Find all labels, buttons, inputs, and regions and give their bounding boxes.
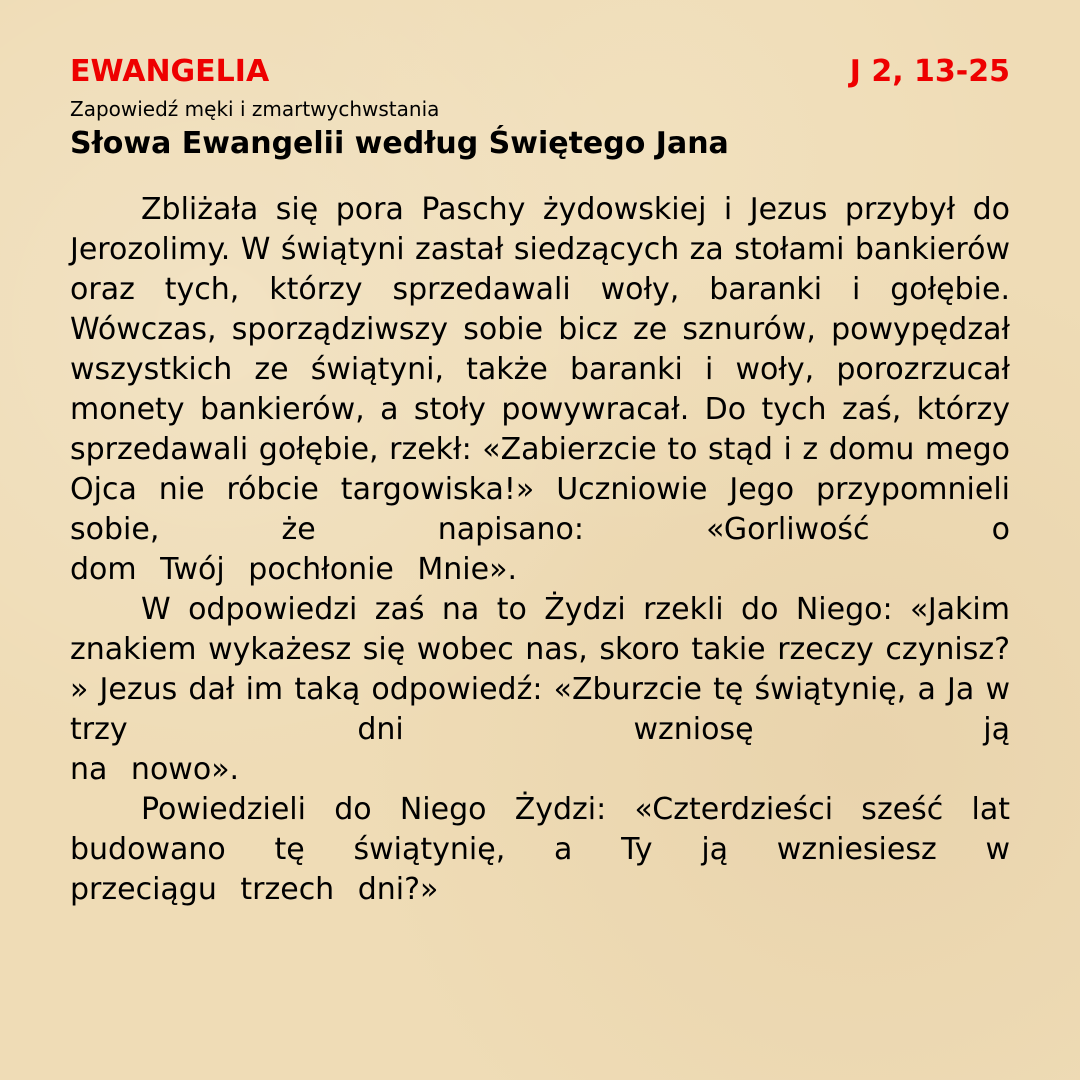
paragraph-1-last-line: dom Twój pochłonie Mnie». — [70, 552, 517, 587]
paragraph-2-last-line: na nowo». — [70, 752, 240, 787]
reading-subtitle: Zapowiedź męki i zmartwychwstania — [70, 97, 440, 121]
paragraph-2 — [70, 590, 1010, 790]
gospel-title: Słowa Ewangelii według Świętego Jana — [70, 126, 729, 161]
paragraph-1-text: Zbliżała się pora Paschy żydowskiej i Jezus przybył do Jerozolimy. W świątyni zastał siedzących za stołami bankierów oraz tych, którzy sprzedawali woły, baranki i gołębie. Wówczas, sporządziwszy sobie bicz ze sznurów, powypędzał wszystkich ze świątyni, także baranki i woły, porozrzucał monety bankierów, a stoły powywracał. Do tych zaś, którzy sprzedawali gołębie, rzekł: «Zabierzcie to stąd i z domu mego Ojca nie róbcie targowiska!» Uczniowie Jego przypomnieli sobie, że napisano: «Gorliwość o — [70, 192, 1010, 547]
header-row — [70, 52, 1010, 92]
scripture-reference: J 2, 13-25 — [849, 54, 1010, 89]
gospel-page — [70, 52, 1010, 910]
paragraph-3-text: Powiedzieli do Niego Żydzi: «Czterdzieści sześć lat budowano tę świątynię, a Ty ją wzniesiesz w — [70, 792, 1010, 867]
paragraph-2-text: W odpowiedzi zaś na to Żydzi rzekli do Niego: «Jakim znakiem wykażesz się wobec nas, skoro takie rzeczy czynisz? » Jezus dał im taką odpowiedź: «Zburzcie tę świątynię, a Ja w trzy dni wzniosę ją — [70, 592, 1010, 747]
gospel-text — [70, 190, 1010, 910]
paragraph-3 — [70, 790, 1010, 910]
paragraph-1 — [70, 190, 1010, 590]
section-label: EWANGELIA — [70, 54, 270, 89]
paragraph-3-last-line: przeciągu trzech dni?» — [70, 872, 439, 907]
